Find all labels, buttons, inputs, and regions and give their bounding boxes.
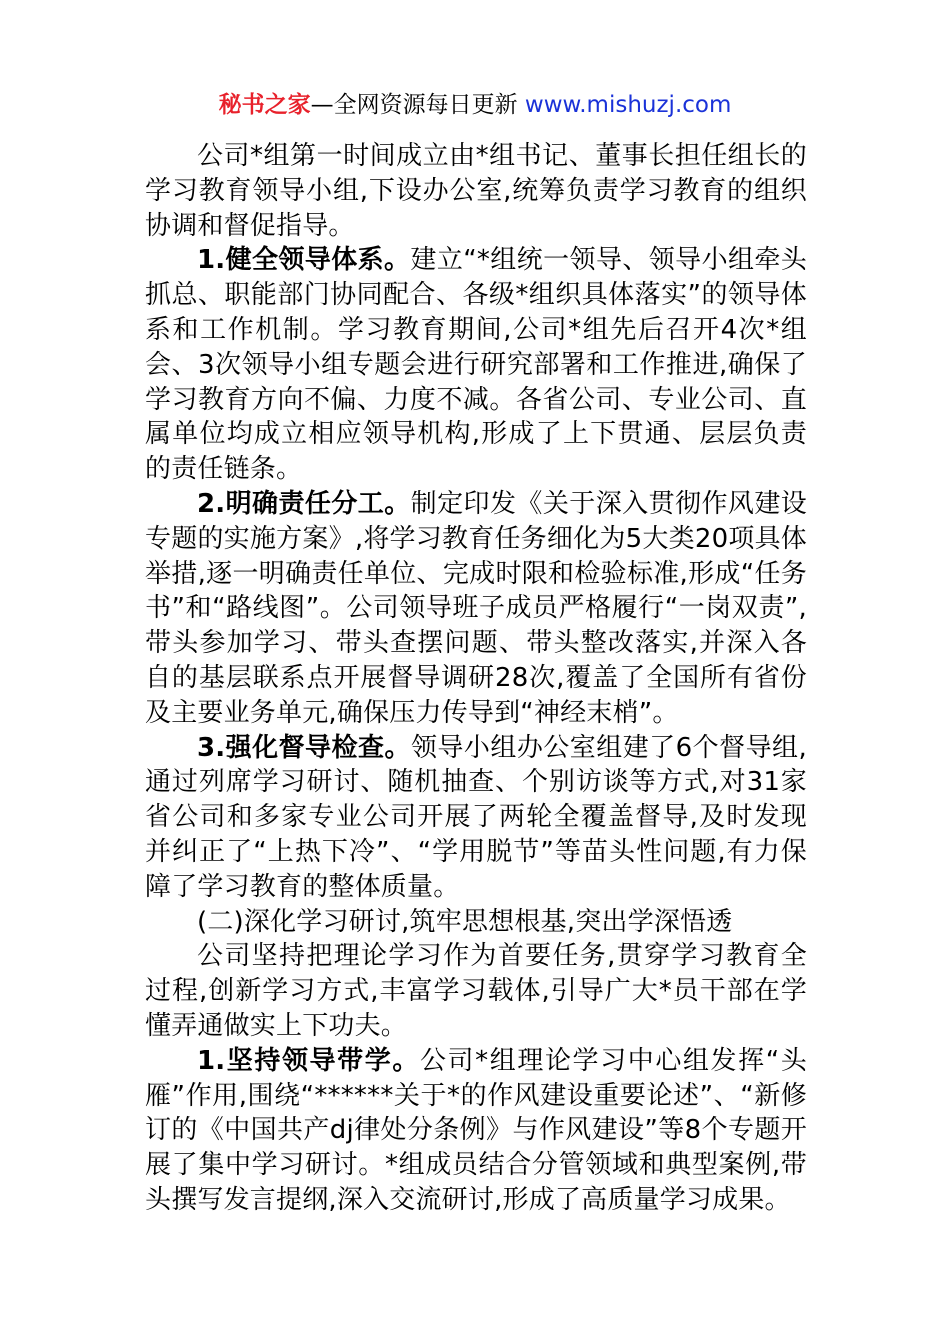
paragraph-text: 领导小组办公室组建了6个督导组,通过列席学习研讨、随机抽查、个别访谈等方式,对31家省公司和多家专业公司开展了两轮全覆盖督导,及时发现并纠正了“上热下冷”、“学用脱节”等苗头性问题,有力保障了学习教育的整体质量。 (145, 732, 807, 902)
section-heading (145, 905, 807, 940)
paragraph-text: 建立“*组统一领导、领导小组牵头抓总、职能部门协同配合、各级*组织具体落实”的领导体系和工作机制。学习教育期间,公司*组先后召开4次*组会、3次领导小组专题会进行研究部署和工作推进,确保了学习教育方向不偏、力度不减。各省公司、专业公司、直属单位均成立相应领导机构,形成了上下贯通、层层负责的责任链条。 (145, 245, 807, 485)
paragraph-responsibility (145, 487, 807, 731)
header-slogan: —全网资源每日更新 (310, 92, 518, 118)
paragraph-leadership-system (145, 243, 807, 487)
paragraph-supervision (145, 731, 807, 905)
paragraph-intro (145, 139, 807, 243)
brand-name: 秘书之家 (218, 92, 311, 118)
paragraph-text: 公司*组第一时间成立由*组书记、董事长担任组长的学习教育领导小组,下设办公室,统筹负责学习教育的组织协调和督促指导。 (145, 141, 807, 241)
site-url-link[interactable]: www.mishuzj.com (524, 92, 732, 118)
paragraph-leader-study (145, 1044, 807, 1218)
paragraph-lead: 3.强化督导检查。 (197, 732, 411, 763)
paragraph-lead: 1.健全领导体系。 (197, 245, 411, 276)
document-body (145, 139, 807, 1218)
paragraph-lead: 1.坚持领导带学。 (197, 1045, 420, 1076)
paragraph-text: (二)深化学习研讨,筑牢思想根基,突出学深悟透 (197, 906, 733, 937)
paragraph-study-intro (145, 939, 807, 1043)
paragraph-lead: 2.明确责任分工。 (197, 488, 411, 519)
paragraph-text: 公司坚持把理论学习作为首要任务,贯穿学习教育全过程,创新学习方式,丰富学习载体,引导广大*员干部在学懂弄通做实上下功夫。 (145, 941, 807, 1041)
paragraph-text: 制定印发《关于深入贯彻作风建设专题的实施方案》,将学习教育任务细化为5大类20项具体举措,逐一明确责任单位、完成时限和检验标准,形成“任务书”和“路线图”。公司领导班子成员严格履行“一岗双责”,带头参加学习、带头查摆问题、带头整改落实,并深入各自的基层联系点开展督导调研28次,覆盖了全国所有省份及主要业务单元,确保压力传导到“神经末梢”。 (145, 488, 807, 728)
site-header (0, 89, 950, 121)
paragraph-text: 公司*组理论学习中心组发挥“头雁”作用,围绕“******关于*的作风建设重要论述”、“新修订的《中国共产dj律处分条例》与作风建设”等8个专题开展了集中学习研讨。*组成员结合分管领域和典型案例,带头撰写发言提纲,深入交流研讨,形成了高质量学习成果。 (145, 1045, 807, 1215)
